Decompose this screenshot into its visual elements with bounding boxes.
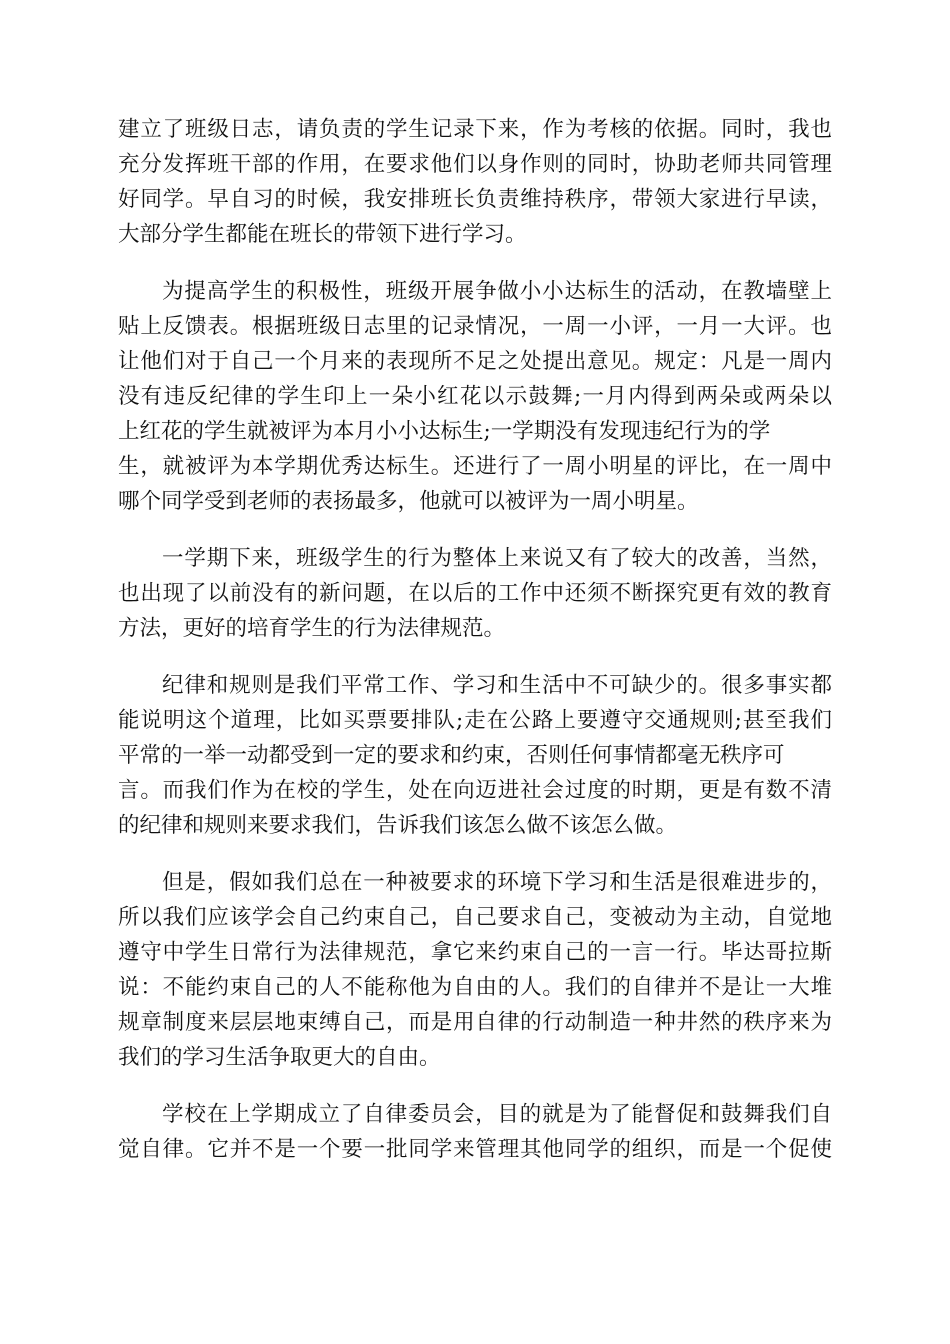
- document-page: [118, 112, 832, 1189]
- text-line: 所以我们应该学会自己约束自己，自己要求自己，变被动为主动，自觉地: [118, 905, 832, 930]
- text-line: 为提高学生的积极性，班级开展争做小小达标生的活动，在教墙壁上: [162, 279, 832, 304]
- text-line: 一学期下来，班级学生的行为整体上来说又有了较大的改善，当然，: [162, 546, 832, 571]
- paragraph-2: [118, 274, 832, 519]
- text-line: 言。而我们作为在校的学生，处在向迈进社会过度的时期，更是有数不清: [118, 778, 832, 803]
- text-line: 贴上反馈表。根据班级日志里的记录情况，一周一小评，一月一大评。也: [118, 314, 832, 339]
- text-line: 大部分学生都能在班长的带领下进行学习。: [118, 222, 527, 247]
- text-line: 遵守中学生日常行为法律规范，拿它来约束自己的一言一行。毕达哥拉斯: [118, 940, 832, 965]
- text-line: 我们的学习生活争取更大的自由。: [118, 1045, 441, 1070]
- text-line: 建立了班级日志，请负责的学生记录下来，作为考核的依据。同时，我也: [118, 117, 832, 142]
- text-line: 让他们对于自己一个月来的表现所不足之处提出意见。规定：凡是一周内: [118, 349, 832, 374]
- paragraph-6: [118, 1097, 832, 1167]
- text-line: 也出现了以前没有的新问题，在以后的工作中还须不断探究更有效的教育: [118, 581, 832, 606]
- text-line: 哪个同学受到老师的表扬最多，他就可以被评为一周小明星。: [118, 489, 699, 514]
- text-line: 好同学。早自习的时候，我安排班长负责维持秩序，带领大家进行早读，: [118, 187, 832, 212]
- paragraph-3: [118, 541, 832, 646]
- text-line: 觉自律。它并不是一个要一批同学来管理其他同学的组织，而是一个促使: [118, 1137, 832, 1162]
- text-line: 方法，更好的培育学生的行为法律规范。: [118, 616, 506, 641]
- paragraph-4: [118, 668, 832, 843]
- text-line: 生，就被评为本学期优秀达标生。还进行了一周小明星的评比，在一周中: [118, 454, 832, 479]
- text-line: 纪律和规则是我们平常工作、学习和生活中不可缺少的。很多事实都: [162, 673, 832, 698]
- text-line: 说：不能约束自己的人不能称他为自由的人。我们的自律并不是让一大堆: [118, 975, 832, 1000]
- text-line: 能说明这个道理，比如买票要排队;走在公路上要遵守交通规则;甚至我们: [118, 708, 832, 733]
- text-line: 没有违反纪律的学生印上一朵小红花以示鼓舞;一月内得到两朵或两朵以: [118, 384, 832, 409]
- text-line: 平常的一举一动都受到一定的要求和约束，否则任何事情都毫无秩序可: [118, 743, 785, 768]
- text-line: 上红花的学生就被评为本月小小达标生;一学期没有发现违纪行为的学: [118, 419, 771, 444]
- text-line: 规章制度来层层地束缚自己，而是用自律的行动制造一种井然的秩序来为: [118, 1010, 832, 1035]
- text-line: 的纪律和规则来要求我们，告诉我们该怎么做不该怎么做。: [118, 813, 678, 838]
- paragraph-1: [118, 112, 832, 252]
- text-line: 学校在上学期成立了自律委员会，目的就是为了能督促和鼓舞我们自: [162, 1102, 832, 1127]
- text-line: 充分发挥班干部的作用，在要求他们以身作则的同时，协助老师共同管理: [118, 152, 832, 177]
- paragraph-5: [118, 865, 832, 1075]
- text-line: 但是，假如我们总在一种被要求的环境下学习和生活是很难进步的，: [162, 870, 832, 895]
